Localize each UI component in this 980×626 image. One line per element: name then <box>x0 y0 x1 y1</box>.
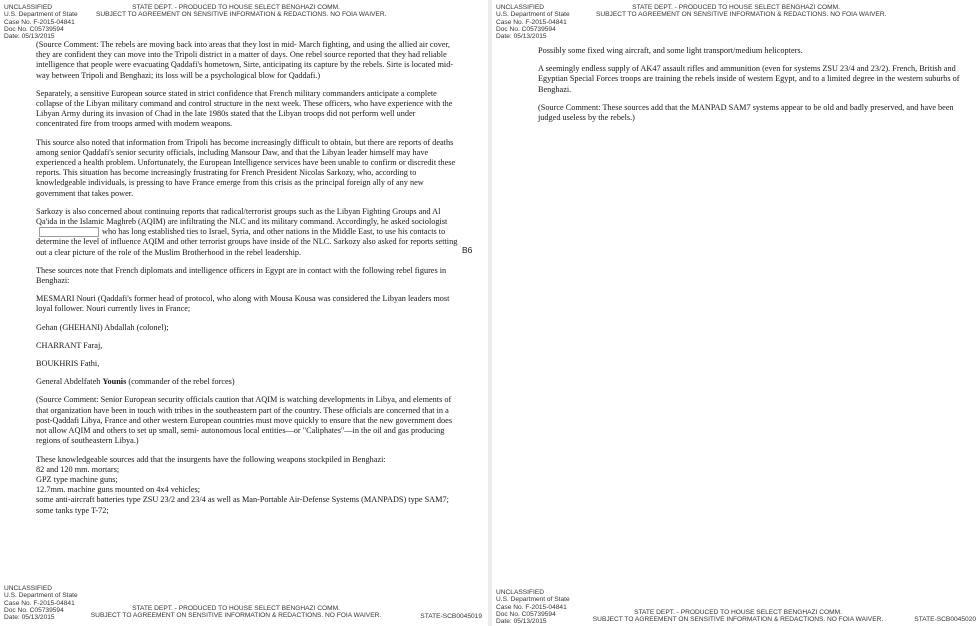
produced-line-2: SUBJECT TO AGREEMENT ON SENSITIVE INFORMATION & REDACTIONS. NO FOIA WAIVER. <box>90 612 382 620</box>
document-page-left <box>0 0 488 626</box>
document-page-right <box>492 0 980 626</box>
paragraph: This source also noted that information from Tripoli has become increasingly difficult to obtain, but there are reports of deaths among senior Qaddafi's senior security officials, including Mansour Daw, and that the Libyan leader himself may have experienced a health problem. Unfortunately, the European Intelligence services have been unable to confirm or discredit these reports. This situation has become increasingly frustrating for French President Nicolas Sarkozy, who, according to knowledgeable individuals, is pressing to have France emerge from this crisis as the principal foreign ally of any new government that takes power. <box>36 137 456 198</box>
footer-stamp <box>4 585 78 621</box>
document-body-left <box>36 40 458 516</box>
footer-stamp <box>496 589 570 625</box>
release-date: Date: 05/13/2015 <box>496 618 547 626</box>
paragraph-sarkozy <box>36 207 458 258</box>
department-label: U.S. Department of State <box>4 592 78 600</box>
rebel-figure-item: CHARRANT Faraj, <box>36 340 103 350</box>
produced-notice <box>96 4 387 19</box>
weapons-intro: These knowledgeable sources add that the insurgents have the following weapons stockpiled in Benghazi: <box>36 454 386 464</box>
classification-label: UNCLASSIFIED <box>496 4 544 11</box>
paragraph: (Source Comment: These sources add that the MANPAD SAM7 systems appear to be old and badly preserved, and have been judged useless by the rebels.) <box>538 102 954 123</box>
produced-line-1: STATE DEPT. - PRODUCED TO HOUSE SELECT BENGHAZI COMM. <box>132 605 340 612</box>
weapons-item: GPZ type machine guns; <box>36 474 118 484</box>
rebel-figure-item: BOUKHRIS Fathi, <box>36 359 100 369</box>
produced-line-1: STATE DEPT. - PRODUCED TO HOUSE SELECT BENGHAZI COMM. <box>132 4 340 11</box>
paragraph: (Source Comment: The rebels are moving back into areas that they lost in mid- March fighting, and using the allied air cover, they are confident they can move into the Tripoli district in a matter of days. One rebel source reported that they had reliable intelligence that people were evacuating Qaddafi's hometown, Sirte, anticipating its capture by the rebels. Sirte is located mid-way between Tripoli and Benghazi; its loss will be a psychological blow for Qaddafi.) <box>36 40 454 80</box>
produced-line-1: STATE DEPT. - PRODUCED TO HOUSE SELECT BENGHAZI COMM. <box>632 4 840 11</box>
footer-produced-notice <box>588 609 888 624</box>
paragraph: These sources note that French diplomats and intelligence officers in Egypt are in contact with the following rebel figures in Benghazi: <box>36 265 447 286</box>
case-number: Case No. F-2015-04841 <box>4 18 75 26</box>
produced-line-2: SUBJECT TO AGREEMENT ON SENSITIVE INFORMATION & REDACTIONS. NO FOIA WAIVER. <box>592 616 884 624</box>
rebel-figure-item: MESMARI Nouri (Qaddafi's former head of protocol, who along with Mousa Kousa was considered the Libyan leaders most loyal follower. Nouri currently lives in France; <box>36 294 450 314</box>
case-number: Case No. F-2015-04841 <box>496 603 567 611</box>
footer-produced-notice <box>86 605 386 620</box>
release-date: Date: 05/13/2015 <box>4 614 55 622</box>
department-label: U.S. Department of State <box>496 596 570 604</box>
weapons-item: some anti-aircraft batteries type ZSU 23/2 and 23/4 as well as Man-Portable Air-Defense Systems (MANPADS) type SAM7; <box>36 495 449 505</box>
bates-number: STATE-SCB0045019 <box>420 613 482 620</box>
header-stamp <box>496 4 570 40</box>
classification-label: UNCLASSIFIED <box>4 4 52 11</box>
produced-line-2: SUBJECT TO AGREEMENT ON SENSITIVE INFORMATION & REDACTIONS. NO FOIA WAIVER. <box>596 11 887 19</box>
doc-number: Doc No. C05739594 <box>496 610 556 618</box>
paragraph: (Source Comment: Senior European security officials caution that AQIM is watching developments in Libya, and elements of that organization have been in touch with tribes in the southeastern part of the country. These officials are concerned that in a post-Qaddafi Libya, France and other western European countries must move quickly to ensure that the new government does not allow AQIM and others to set up small, semi- autonomous local entities—or "Caliphates"—in the oil and gas producing regions of southeastern Libya.) <box>36 395 453 446</box>
doc-number: Doc No. C05739594 <box>4 606 64 614</box>
document-body-right <box>538 46 960 131</box>
paragraph: Separately, a sensitive European source stated in strict confidence that French military commanders anticipate a complete collapse of the Libyan military command and control structure in the next week. These officers, who have experience with the Libyan Army during its invasion of Chad in the late 1980s stated that the Libyan troops did not perform well under concentrated fire from troops armed with modern weapons. <box>36 88 453 129</box>
redaction-box <box>39 227 99 237</box>
release-date: Date: 05/13/2015 <box>496 33 547 41</box>
paragraph: Possibly some fixed wing aircraft, and some light transport/medium helicopters. <box>538 46 803 55</box>
weapons-item: some tanks type T-72; <box>36 505 109 515</box>
case-number: Case No. F-2015-04841 <box>496 18 567 26</box>
department-label: U.S. Department of State <box>496 11 570 19</box>
rebel-figure-item <box>36 377 458 387</box>
weapons-item: 12.7mm. machine guns mounted on 4x4 vehicles; <box>36 485 201 495</box>
release-date: Date: 05/13/2015 <box>4 33 55 41</box>
doc-number: Doc No. C05739594 <box>4 25 64 33</box>
produced-line-2: SUBJECT TO AGREEMENT ON SENSITIVE INFORMATION & REDACTIONS. NO FOIA WAIVER. <box>96 11 387 19</box>
header-stamp <box>4 4 78 40</box>
doc-number: Doc No. C05739594 <box>496 25 556 33</box>
produced-line-1: STATE DEPT. - PRODUCED TO HOUSE SELECT BENGHAZI COMM. <box>634 609 842 616</box>
classification-label: UNCLASSIFIED <box>496 589 544 596</box>
classification-label: UNCLASSIFIED <box>4 585 52 592</box>
paragraph: A seemingly endless supply of AK47 assault rifles and ammunition (even for systems ZSU 23/4 and 23/2). French, British and Egyptian Special Forces troops are training the rebels inside of western Egypt, and to a limited degree in the western suburbs of Benghazi. <box>538 64 960 94</box>
bates-number: STATE-SCB0045020 <box>914 616 976 623</box>
weapons-item: 82 and 120 mm. mortars; <box>36 464 120 474</box>
case-number: Case No. F-2015-04841 <box>4 599 75 607</box>
bold-name: Younis <box>102 377 127 387</box>
produced-notice <box>596 4 887 19</box>
rebel-figure-item: Gehan (GHEHANI) Abdallah (colonel); <box>36 322 169 332</box>
paragraph-text: who has long established ties to Israel, Syria, and other nations in the Middle East, to use his contacts to determine the level of influence AQIM and other terrorist groups have inside of the NLC. Sarkozy also asked for reports setting out a clear picture of the role of the Muslim Brotherhood in the rebel leadership. <box>36 227 458 257</box>
paragraph-text: (commander of the rebel forces) <box>128 377 235 387</box>
redaction-code: B6 <box>462 245 473 255</box>
department-label: U.S. Department of State <box>4 11 78 19</box>
paragraph-text: Sarkozy is also concerned about continuing reports that radical/terrorist groups such as the Libyan Fighting Groups and Al Qa'ida in the Islamic Maghreb (AQIM) are infiltrating the NLC and its military command. Accordingly, he asked sociologist <box>36 206 448 227</box>
paragraph-text: General Abdelfateh <box>36 377 101 387</box>
